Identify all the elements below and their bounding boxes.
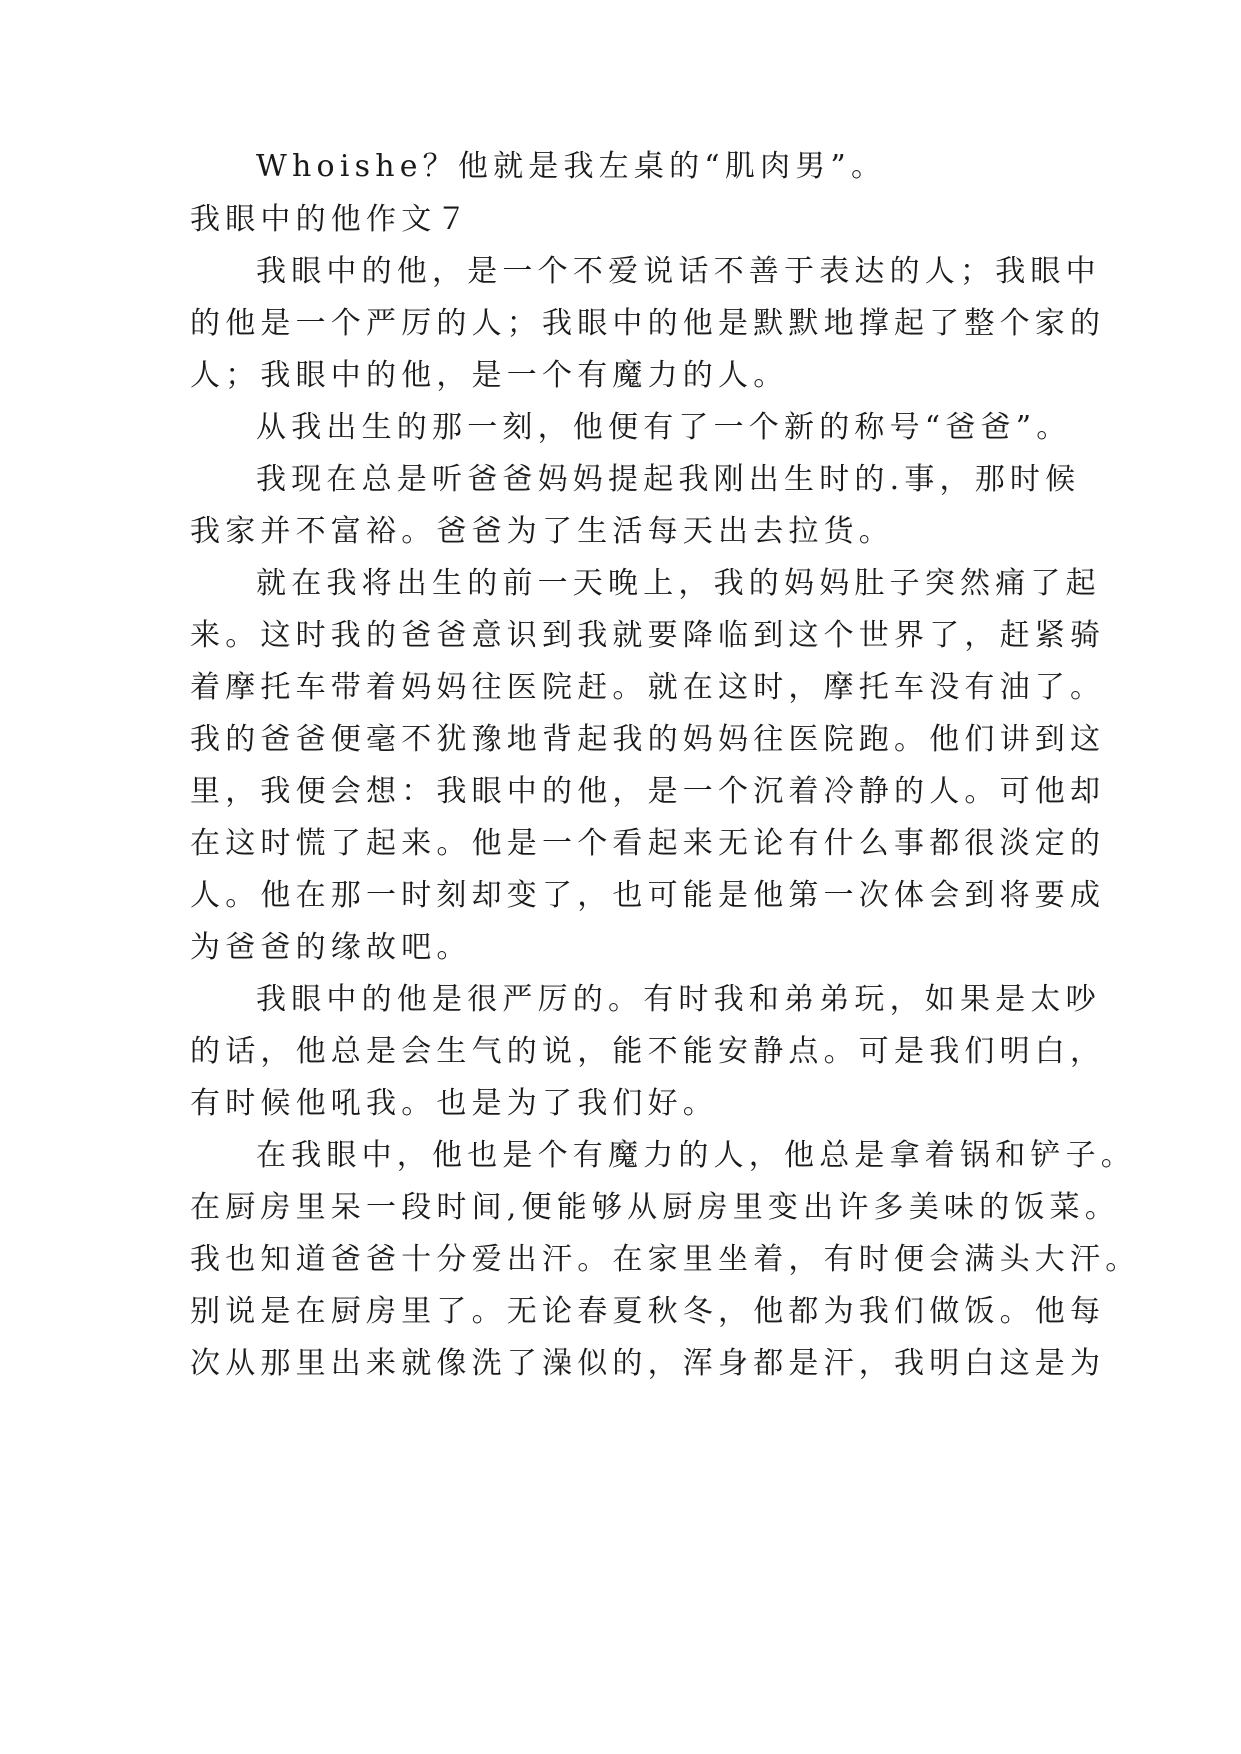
paragraph-5-line-2: 的话，他总是会生气的说，能不能安静点。可是我们明白， xyxy=(190,1034,1106,1069)
essay-title: 我眼中的他作文７ xyxy=(190,202,472,237)
paragraph-4-line-8: 为爸爸的缘故吧。 xyxy=(190,930,472,965)
paragraph-3-line-1: 我现在总是听爸爸妈妈提起我刚出生时的.事，那时候 xyxy=(256,462,1081,497)
paragraph-4-line-4: 我的爸爸便毫不犹豫地背起我的妈妈往医院跑。他们讲到这 xyxy=(190,722,1106,757)
paragraph-2-line-1: 从我出生的那一刻，他便有了一个新的称号“爸爸”。 xyxy=(256,410,1072,445)
paragraph-6-line-1: 在我眼中，他也是个有魔力的人，他总是拿着锅和铲子。 xyxy=(256,1138,1136,1173)
paragraph-4-line-1: 就在我将出生的前一天晚上，我的妈妈肚子突然痛了起 xyxy=(256,566,1101,601)
paragraph-1-line-2: 的他是一个严厉的人；我眼中的他是默默地撑起了整个家的 xyxy=(190,306,1106,341)
paragraph-1-line-1: 我眼中的他，是一个不爱说话不善于表达的人；我眼中 xyxy=(256,254,1101,289)
paragraph-5-line-3: 有时候他吼我。也是为了我们好。 xyxy=(190,1086,718,1121)
intro-line: Whoishe？他就是我左桌的“肌肉男”。 xyxy=(256,149,887,184)
paragraph-6-line-3: 我也知道爸爸十分爱出汗。在家里坐着，有时便会满头大汗。 xyxy=(190,1242,1141,1277)
paragraph-3-line-2: 我家并不富裕。爸爸为了生活每天出去拉货。 xyxy=(190,514,894,549)
paragraph-1-line-3: 人；我眼中的他，是一个有魔力的人。 xyxy=(190,358,789,393)
paragraph-4-line-3: 着摩托车带着妈妈往医院赶。就在这时，摩托车没有油了。 xyxy=(190,670,1106,705)
paragraph-6-line-2: 在厨房里呆一段时间,便能够从厨房里变出许多美味的饭菜。 xyxy=(190,1190,1120,1225)
paragraph-4-line-6: 在这时慌了起来。他是一个看起来无论有什么事都很淡定的 xyxy=(190,826,1106,861)
paragraph-4-line-7: 人。他在那一时刻却变了，也可能是他第一次体会到将要成 xyxy=(190,878,1106,913)
paragraph-6-line-5: 次从那里出来就像洗了澡似的，浑身都是汗，我明白这是为 xyxy=(190,1346,1106,1381)
paragraph-4-line-5: 里，我便会想：我眼中的他，是一个沉着冷静的人。可他却 xyxy=(190,774,1106,809)
paragraph-6-line-4: 别说是在厨房里了。无论春夏秋冬，他都为我们做饭。他每 xyxy=(190,1294,1106,1329)
paragraph-4-line-2: 来。这时我的爸爸意识到我就要降临到这个世界了，赶紧骑 xyxy=(190,618,1106,653)
paragraph-5-line-1: 我眼中的他是很严厉的。有时我和弟弟玩，如果是太吵 xyxy=(256,982,1101,1017)
